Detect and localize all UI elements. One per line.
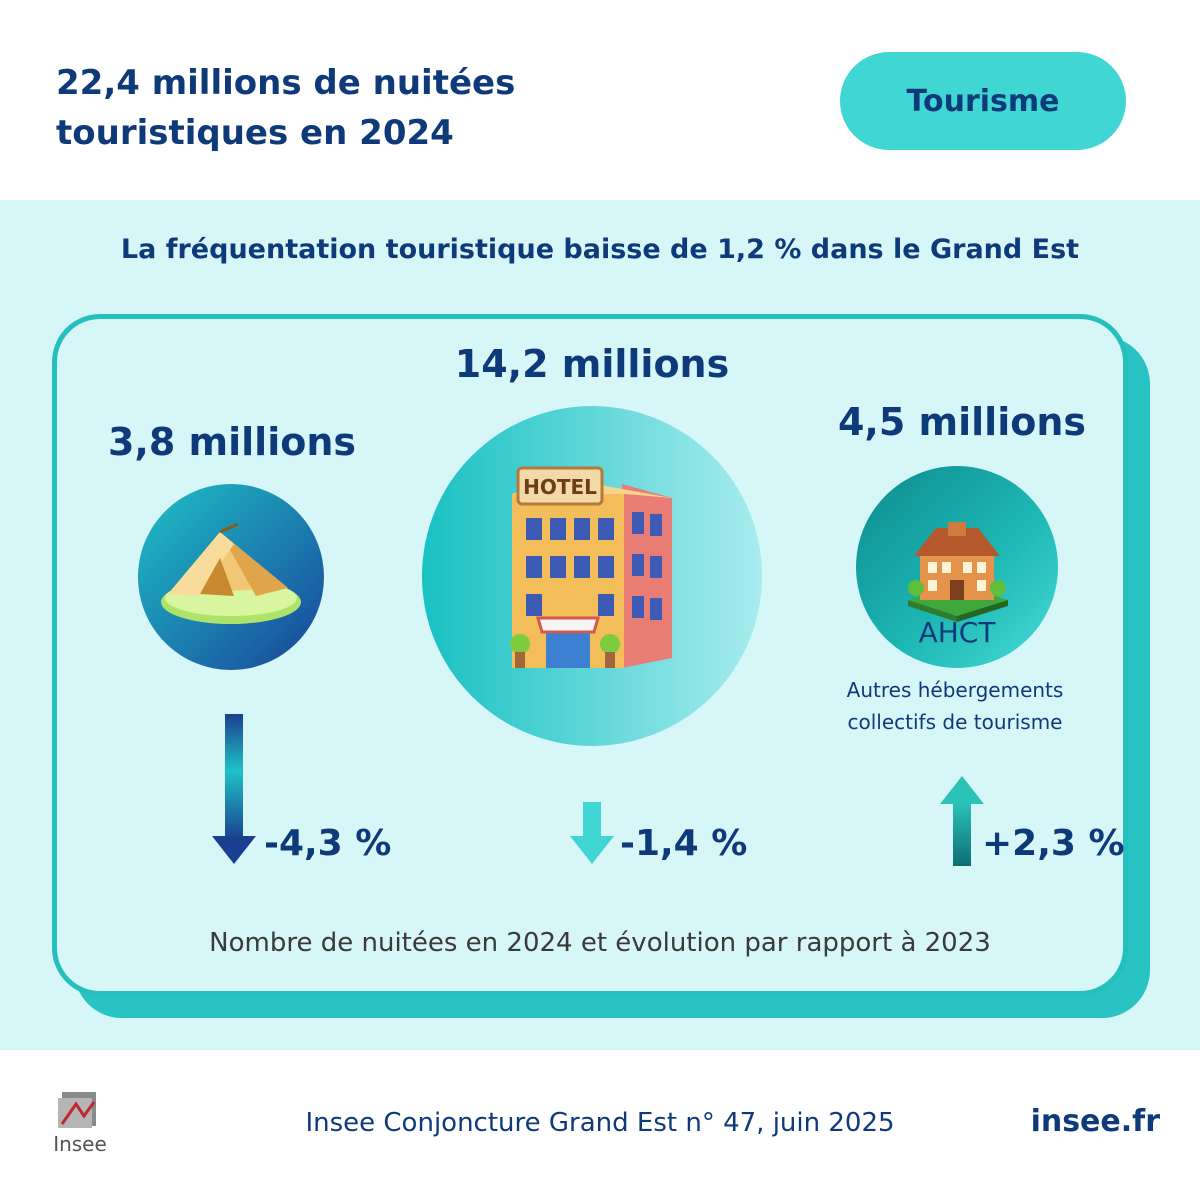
source-citation: Insee Conjoncture Grand Est n° 47, juin 2025 bbox=[305, 1108, 895, 1138]
arrow-down-icon bbox=[570, 802, 614, 866]
footnote: Nombre de nuitées en 2024 et évolution par rapport à 2023 bbox=[209, 928, 991, 958]
hotel-icon bbox=[422, 406, 762, 746]
subtitle: La fréquentation touristique baisse de 1,2 % dans le Grand Est bbox=[120, 234, 1080, 265]
camping-value: 3,8 millions bbox=[107, 420, 357, 464]
arrow-up-icon bbox=[940, 774, 984, 866]
tent-icon bbox=[138, 484, 324, 670]
ahct-abbreviation: AHCT bbox=[918, 616, 996, 649]
hotel-sign-text: HOTEL bbox=[523, 475, 597, 499]
insee-logo-text: Insee bbox=[53, 1132, 107, 1156]
ahct-description: Autres hébergements collectifs de tourisme bbox=[846, 678, 1064, 734]
arrow-down-icon bbox=[212, 714, 256, 866]
hotel-circle bbox=[422, 406, 762, 746]
ahct-value: 4,5 millions bbox=[837, 400, 1087, 444]
tourisme-tag: Tourisme bbox=[840, 52, 1126, 150]
insee-link[interactable]: insee.fr bbox=[1030, 1104, 1160, 1139]
camping-change: -4,3 % bbox=[264, 823, 392, 864]
camping-circle bbox=[138, 484, 324, 670]
hotel-change: -1,4 % bbox=[620, 823, 748, 864]
ahct-change: +2,3 % bbox=[982, 823, 1125, 864]
page-title: 22,4 millions de nuitées touristiques en 2024 bbox=[56, 63, 516, 153]
hotel-value: 14,2 millions bbox=[454, 342, 730, 386]
